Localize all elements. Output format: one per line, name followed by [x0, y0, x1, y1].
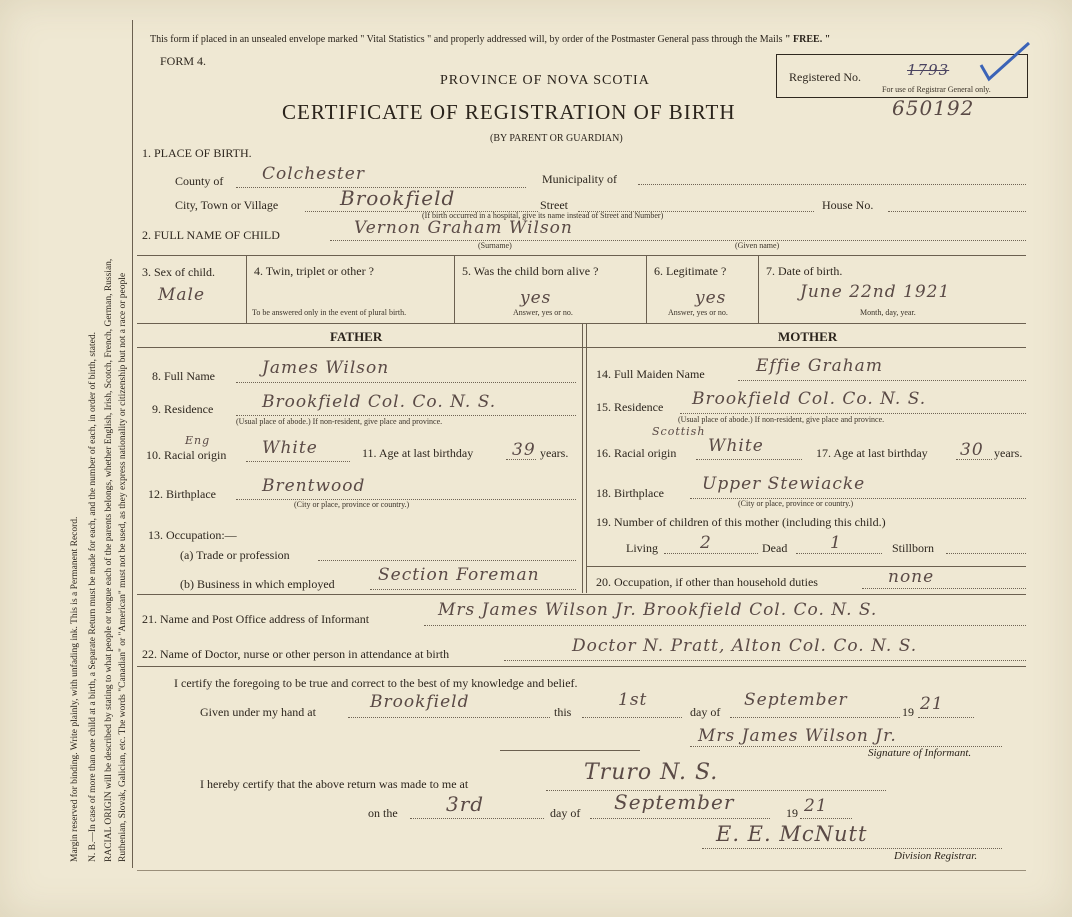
form-number: FORM 4.: [160, 54, 207, 68]
father-birthplace-label: 12. Birthplace: [148, 487, 216, 501]
mother-age-value: 30: [960, 440, 984, 460]
city-label: City, Town or Village: [175, 198, 279, 212]
legitimate-value: yes: [695, 288, 727, 308]
registrar-day-value: 3rd: [446, 792, 485, 816]
father-years-label: years.: [540, 446, 569, 460]
mail-notice: This form if placed in an unsealed envelope marked " Vital Statistics " and properly addressed will, by order of the Postmaster General pass through the Mails " FREE. ": [150, 34, 831, 45]
mother-racial-value: White: [708, 436, 764, 456]
registered-note: For use of Registrar General only.: [882, 85, 991, 94]
on-the-label: on the: [368, 806, 398, 820]
doctor-value: Doctor N. Pratt, Alton Col. Co. N. S.: [572, 636, 918, 656]
registrar-caption: Division Registrar.: [894, 850, 978, 862]
father-residence-label: 9. Residence: [152, 402, 214, 416]
informant-signature: Mrs James Wilson Jr.: [698, 726, 897, 746]
given-name-caption: (Given name): [735, 241, 780, 250]
registrar-signature: E. E. McNutt: [716, 822, 868, 846]
mother-residence-value: Brookfield Col. Co. N. S.: [692, 389, 927, 409]
mother-birthplace-note: (City or place, province or country.): [738, 499, 854, 508]
child-name-label: 2. FULL NAME OF CHILD: [142, 228, 280, 242]
mother-racial-insert: Scottish: [652, 425, 706, 438]
province-heading: PROVINCE OF NOVA SCOTIA: [440, 73, 650, 88]
father-occupation-label: 13. Occupation:—: [148, 528, 237, 542]
mother-children-label: 19. Number of children of this mother (including this child.): [596, 515, 886, 529]
registrar-place-value: Truro N. S.: [584, 760, 719, 785]
father-name-value: James Wilson: [262, 358, 390, 378]
registered-box: [776, 54, 1028, 98]
birth-date-note: Month, day, year.: [860, 308, 916, 317]
street-label: Street: [540, 198, 568, 212]
city-value: Brookfield: [340, 186, 456, 210]
legitimate-label: 6. Legitimate ?: [654, 264, 727, 278]
living-value: 2: [700, 533, 712, 553]
father-trade-label: (a) Trade or profession: [180, 548, 290, 562]
father-birthplace-value: Brentwood: [262, 476, 366, 496]
place-heading: 1. PLACE OF BIRTH.: [142, 146, 252, 160]
registered-label: Registered No.: [789, 70, 861, 84]
county-value: Colchester: [262, 164, 365, 184]
dead-value: 1: [830, 533, 842, 553]
given-place-value: Brookfield: [370, 692, 470, 712]
this-label: this: [554, 705, 572, 719]
mother-years-label: years.: [994, 446, 1023, 460]
free-label: " FREE. ": [785, 34, 831, 45]
mother-occupation-label: 20. Occupation, if other than household duties: [596, 575, 818, 589]
legitimate-note: Answer, yes or no.: [668, 308, 728, 317]
margin-rule: [132, 20, 133, 868]
living-label: Living: [626, 541, 658, 555]
mother-heading: MOTHER: [778, 329, 838, 344]
stillborn-label: Stillborn: [892, 541, 935, 555]
registrar-year-value: 21: [804, 796, 828, 816]
father-racial-value: White: [262, 438, 318, 458]
doctor-label: 22. Name of Doctor, nurse or other person in attendance at birth: [142, 647, 450, 661]
father-birthplace-note: (City or place, province or country.): [294, 500, 410, 509]
mother-name-value: Effie Graham: [756, 356, 883, 376]
mother-racial-label: 16. Racial origin: [596, 446, 677, 460]
informant-value: Mrs James Wilson Jr. Brookfield Col. Co. N. S.: [438, 600, 878, 620]
certificate-title: CERTIFICATE OF REGISTRATION OF BIRTH: [282, 100, 736, 124]
mother-residence-label: 15. Residence: [596, 400, 664, 414]
margin-note-separate-return: N. B.—In case of more than one child at a birth, a Separate Return must be made for each, and the number of each, in order of birth, stated.: [88, 332, 98, 862]
mother-residence-note: (Usual place of abode.) If non-resident, give place and province.: [678, 415, 885, 424]
margin-note-binding: Margin reserved for binding. Write plainly, with unfading ink. This is a Permanent Record.: [70, 516, 80, 862]
child-name-value: Vernon Graham Wilson: [354, 218, 573, 238]
father-residence-note: (Usual place of abode.) If non-resident, give place and province.: [236, 417, 443, 426]
surname-caption: (Surname): [478, 241, 512, 250]
certificate-number: 650192: [892, 96, 975, 120]
mother-occupation-value: none: [888, 567, 935, 587]
certify-text: I certify the foregoing to be true and correct to the best of my knowledge and belief.: [174, 676, 578, 690]
sex-value: Male: [158, 285, 206, 305]
father-age-value: 39: [512, 440, 536, 460]
hospital-note: (If birth occurred in a hospital, give its name instead of Street and Number): [422, 211, 664, 220]
mother-age-label: 17. Age at last birthday: [816, 446, 928, 460]
father-residence-value: Brookfield Col. Co. N. S.: [262, 392, 497, 412]
margin-note-racial-origin-cont: Ruthenian, Slovak, Galician, etc. The words "Canadian" or "American" must not be used, as they express nationality or citizenship but not a race or people: [118, 272, 128, 862]
informant-label: 21. Name and Post Office address of Informant: [142, 612, 370, 626]
check-mark-icon: [977, 39, 1033, 83]
mother-name-label: 14. Full Maiden Name: [596, 367, 705, 381]
birth-date-value: June 22nd 1921: [800, 282, 951, 302]
father-business-label: (b) Business in which employed: [180, 577, 335, 591]
house-label: House No.: [822, 198, 874, 212]
alive-note: Answer, yes or no.: [513, 308, 573, 317]
sex-label: 3. Sex of child.: [142, 265, 215, 279]
registrar-day-of-label: day of: [550, 806, 581, 820]
certificate-subtitle: (BY PARENT OR GUARDIAN): [490, 133, 623, 144]
father-racial-insert: Eng: [185, 434, 211, 447]
father-age-label: 11. Age at last birthday: [362, 446, 474, 460]
given-day-of-label: day of: [690, 705, 721, 719]
municipality-label: Municipality of: [542, 172, 617, 186]
given-month-value: September: [744, 690, 848, 710]
registered-number: 1793: [907, 61, 950, 79]
alive-value: yes: [520, 288, 552, 308]
registrar-text: I hereby certify that the above return was made to me at: [200, 777, 469, 791]
father-heading: FATHER: [330, 329, 383, 344]
given-year-value: 21: [920, 694, 944, 714]
given-day-value: 1st: [618, 690, 648, 710]
given-label: Given under my hand at: [200, 705, 316, 719]
alive-label: 5. Was the child born alive ?: [462, 264, 599, 278]
dead-label: Dead: [762, 541, 788, 555]
registrar-year-prefix: 19: [786, 806, 798, 820]
signature-caption: Signature of Informant.: [868, 747, 972, 759]
father-name-label: 8. Full Name: [152, 369, 215, 383]
father-racial-label: 10. Racial origin: [146, 448, 227, 462]
birth-date-label: 7. Date of birth.: [766, 264, 843, 278]
twin-note: To be answered only in the event of plural birth.: [252, 308, 407, 317]
county-label: County of: [175, 174, 224, 188]
margin-note-racial-origin: RACIAL ORIGIN will be described by stating to what people or tongue each of the parents belongs, whether English, Irish, Scotch, French, German, Russian,: [104, 258, 114, 862]
twin-label: 4. Twin, triplet or other ?: [254, 264, 374, 278]
registrar-month-value: September: [614, 790, 735, 814]
given-year-prefix: 19: [902, 705, 914, 719]
mother-birthplace-value: Upper Stewiacke: [702, 474, 866, 494]
father-business-value: Section Foreman: [378, 565, 540, 585]
mother-birthplace-label: 18. Birthplace: [596, 486, 664, 500]
